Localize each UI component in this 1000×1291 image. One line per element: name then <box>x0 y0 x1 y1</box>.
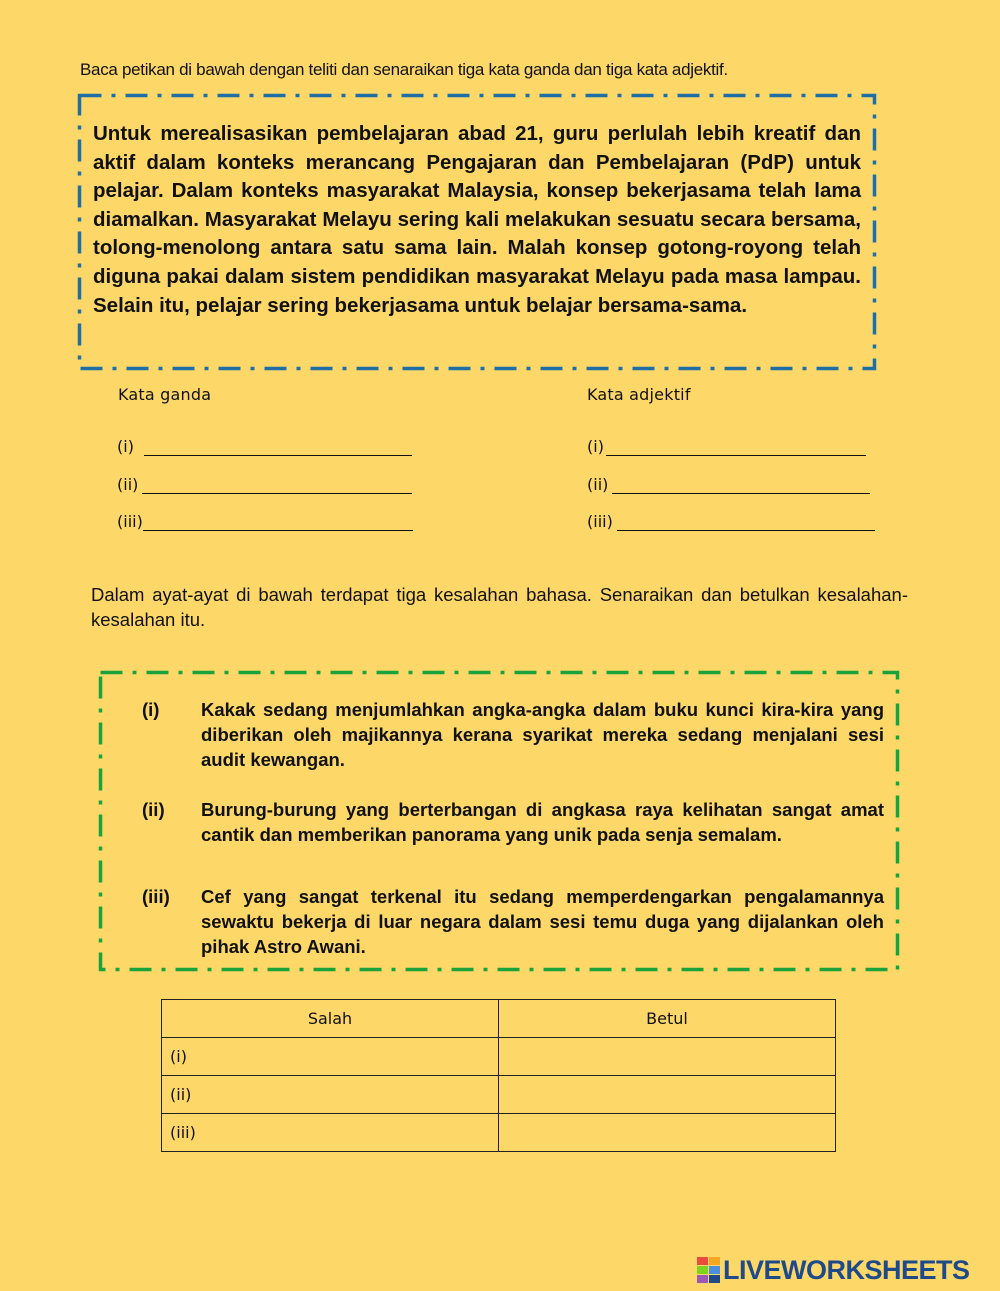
kata-ganda-row-1 <box>117 437 412 456</box>
salah-cell-3[interactable]: (iii) <box>162 1114 499 1152</box>
instruction-1: Baca petikan di bawah dengan teliti dan senaraikan tiga kata ganda dan tiga kata adjektif. <box>80 60 728 79</box>
liveworksheets-logo <box>697 1255 970 1285</box>
betul-cell-1[interactable] <box>499 1038 836 1076</box>
kata-adjektif-num-2: (ii) <box>587 475 609 494</box>
kata-adjektif-label: Kata adjektif <box>587 385 691 404</box>
header-salah: Salah <box>162 1000 499 1038</box>
salah-cell-2[interactable]: (ii) <box>162 1076 499 1114</box>
correction-table <box>161 999 836 1152</box>
instruction-2: Dalam ayat-ayat di bawah terdapat tiga kesalahan bahasa. Senaraikan dan betulkan kesalahan-kesalahan itu. <box>91 584 908 630</box>
kata-adjektif-row-1 <box>587 437 866 456</box>
betul-cell-3[interactable] <box>499 1114 836 1152</box>
kata-adjektif-answer-3[interactable] <box>617 516 875 531</box>
table-row <box>162 1038 836 1076</box>
table-header-row <box>162 1000 836 1038</box>
kata-ganda-answer-1[interactable] <box>144 441 412 456</box>
kata-ganda-num-1: (i) <box>117 437 134 456</box>
kata-ganda-num-2: (ii) <box>117 475 139 494</box>
kata-adjektif-num-1: (i) <box>587 437 604 456</box>
table-row <box>162 1076 836 1114</box>
betul-cell-2[interactable] <box>499 1076 836 1114</box>
sentence-text-1: Kakak sedang menjumlahkan angka-angka dalam buku kunci kira-kira yang diberikan oleh majikannya kerana syarikat mereka sedang menjalani sesi audit kewangan. <box>201 699 884 770</box>
sentence-item-3 <box>142 884 884 959</box>
passage-text: Untuk merealisasikan pembelajaran abad 21, guru perlulah lebih kreatif dan aktif dalam konteks merancang Pengajaran dan Pembelajaran (PdP) untuk pelajar. Dalam konteks masyarakat Malaysia, konsep bekerjasama telah lama diamalkan. Masyarakat Melayu sering kali melakukan sesuatu secara bersama, tolong-menolong antara satu sama lain. Malah konsep gotong-royong telah diguna pakai dalam sistem pendidikan masyarakat Melayu pada masa lampau. Selain itu, pelajar sering bekerjasama untuk belajar bersama-sama. <box>93 122 861 317</box>
kata-adjektif-row-2 <box>587 475 870 494</box>
logo-text: LIVEWORKSHEETS <box>723 1254 970 1285</box>
kata-ganda-label: Kata ganda <box>118 385 212 404</box>
kata-ganda-row-3 <box>117 512 413 531</box>
kata-adjektif-answer-2[interactable] <box>612 479 870 494</box>
kata-ganda-row-2 <box>117 475 412 494</box>
logo-mark-icon <box>697 1257 720 1283</box>
kata-ganda-answer-2[interactable] <box>142 479 412 494</box>
salah-cell-1[interactable]: (i) <box>162 1038 499 1076</box>
header-betul: Betul <box>499 1000 836 1038</box>
sentence-num-3: (iii) <box>142 886 170 907</box>
kata-ganda-num-3: (iii) <box>117 512 143 531</box>
kata-ganda-answer-3[interactable] <box>143 516 413 531</box>
sentence-num-1: (i) <box>142 699 160 720</box>
kata-adjektif-num-3: (iii) <box>587 512 613 531</box>
kata-adjektif-answer-1[interactable] <box>606 441 866 456</box>
kata-adjektif-row-3 <box>587 512 875 531</box>
sentence-num-2: (ii) <box>142 799 165 820</box>
sentence-text-3: Cef yang sangat terkenal itu sedang memperdengarkan pengalamannya sewaktu bekerja di luar negara dalam sesi temu duga yang dijalankan oleh pihak Astro Awani. <box>201 886 884 957</box>
sentence-item-1 <box>142 697 884 772</box>
sentence-item-2 <box>142 797 884 847</box>
sentence-text-2: Burung-burung yang berterbangan di angkasa raya kelihatan sangat amat cantik dan memberikan panorama yang unik pada senja semalam. <box>201 799 884 845</box>
table-row <box>162 1114 836 1152</box>
